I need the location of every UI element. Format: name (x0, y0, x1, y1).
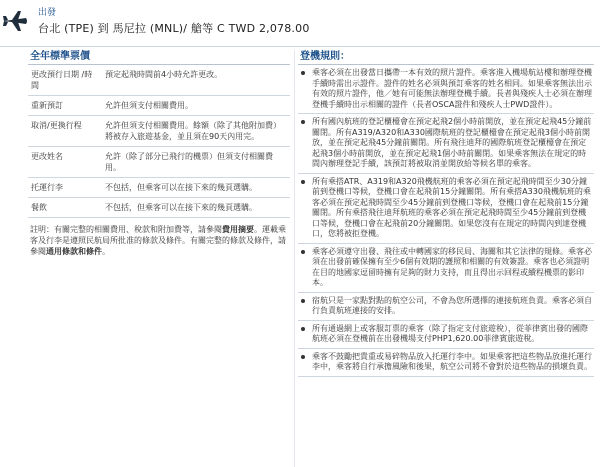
fare-note (28, 224, 290, 257)
rule-value: 允許但須支付相關費用。餘額（除了其他附加費）將被存入旅遊基金，並且須在90天內用完。 (102, 116, 290, 147)
bullet-icon (301, 71, 305, 75)
rule-text: 乘客必須在出發當日攜帶一本有效的照片證件。乘客進入機場航站樓和辦理登機手續時需出示證件。證件的姓名必須與預訂乘客的姓名相同。如果乘客無法出示有效的照片證件，他／她有可能無法辦理登機手續。長者與殘疾人士必須在辦理登機手續時出示相關的證件（長者OSCA證件和殘疾人士PWD證件）。 (312, 68, 592, 109)
table-row (28, 116, 290, 147)
rule-value: 預定起飛時間前4小時允許更改。 (102, 65, 290, 96)
table-row (28, 198, 290, 218)
general-terms-link[interactable]: 通用條款和條件 (46, 247, 102, 256)
fare-rules-table (28, 65, 290, 218)
rule-value: 允許（除了部分已飛行的機票）但須支付相關費用。 (102, 147, 290, 178)
boarding-rules-title: 登機規則： (298, 50, 594, 65)
bullet-icon (301, 327, 305, 331)
rule-text: 所有乘搭ATR、A319和A320飛機航班的乘客必須在預定起飛時間至少30分鐘前到登機口等候，登機口會在起飛前15分鐘關閉。所有乘搭A330飛機航班的乘客必須在預定起飛時間至少45分鐘前到登機口等候，登機口會在起飛前15分鐘關閉。所有乘搭飛往迪拜航班的乘客必須在預定起飛時間至少45分鐘前到登機口等候，登機口會在起飛前20分鐘關閉。如果您沒有在規定的時間內到達登機口，您將被拒登機。 (312, 176, 591, 238)
list-item (298, 244, 594, 293)
rule-text: 所有國內航班的登記櫃檯會在預定起飛2個小時前開放，並在預定起飛45分鐘前關閉。所有A319/A320和A330國際航班的登記櫃檯會在預定起飛3個小時前開放，並在預定起飛45分鐘前關閉。所有飛往迪拜的國際航班登記櫃檯會在預定起飛3個小時前開放，並在預定起飛1個小時前關閉。如果乘客無法在規定的時間內辦理登記手續，該預訂將被取消並開放給等候名單的乘客。 (312, 117, 592, 168)
fare-rules-title: 全年標準票價 (28, 50, 290, 65)
bullet-icon (301, 180, 305, 184)
route-summary: 台北 (TPE) 到 馬尼拉 (MNL)/ 艙等 C TWD 2,078.00 (38, 22, 310, 35)
bullet-icon (301, 120, 305, 124)
list-item (298, 349, 594, 377)
rule-key: 托運行李 (28, 178, 102, 198)
note-text: 註明：有關完整的相關費用、稅款和附加費等，請參閱 (30, 225, 222, 234)
bullet-icon (301, 250, 305, 254)
table-row (28, 178, 290, 198)
table-row (28, 147, 290, 178)
table-row (28, 65, 290, 96)
boarding-rules-panel (298, 50, 594, 377)
bullet-icon (301, 299, 305, 303)
fee-summary-link[interactable]: 費用摘要 (222, 225, 254, 234)
rule-text: 乘客不鼓勵把貴重或易碎物品放入托運行李中。如果乘客把這些物品放進托運行李中，乘客將自行承擔風險和後果，航空公司將不會對於這些物品的損壞負責。 (312, 351, 592, 371)
rule-key: 取消/更換行程 (28, 116, 102, 147)
list-item (298, 114, 594, 174)
column-divider (294, 50, 295, 467)
list-item (298, 293, 594, 321)
table-row (28, 96, 290, 116)
rule-value: 不包括，但乘客可以在接下來的幾頁選購。 (102, 198, 290, 218)
rule-text: 所有通過網上或客服訂票的乘客（除了指定支付旅遊稅），從菲律賓出發的國際航班必須在登機前在出發機場支付PHP1,620.00菲律賓旅遊稅。 (312, 323, 588, 343)
rule-value: 允許但須支付相關費用。 (102, 96, 290, 116)
note-text: 。 (102, 247, 110, 256)
rule-key: 更改預行日期 /時間 (28, 65, 102, 96)
rule-key: 重新預訂 (28, 96, 102, 116)
rule-text: 乘客必須遵守出發、飛往或中轉國家的移民局、海關和其它法律的規條。乘客必須在出發前確保擁有至少6個有效期的護照和相關的有效簽證。乘客也必須證明在目的地國家逗留時擁有足夠的財力支持，而且得出示回程或續程機票的影印本。 (312, 246, 592, 287)
rule-value: 不包括，但乘客可以在接下來的幾頁選購。 (102, 178, 290, 198)
note-text: 。運載乘客及行李是遵照民航局所批准的條款及條件。有關完整的條款及條件，請參閱 (30, 225, 286, 256)
flight-header (0, 0, 600, 47)
rule-key: 餐飲 (28, 198, 102, 218)
bullet-icon (301, 355, 305, 359)
list-item (298, 174, 594, 244)
fare-rules-panel (28, 50, 290, 257)
rule-text: 宿航只是一家點對點的航空公司，不會為您所選擇的連接航班負責。乘客必須自行負責航班連接的安排。 (312, 295, 592, 315)
direction-label: 出發 (38, 8, 57, 18)
list-item (298, 321, 594, 349)
list-item (298, 65, 594, 114)
boarding-rules-list (298, 65, 594, 377)
rule-key: 更改姓名 (28, 147, 102, 178)
airplane-icon (2, 10, 28, 32)
